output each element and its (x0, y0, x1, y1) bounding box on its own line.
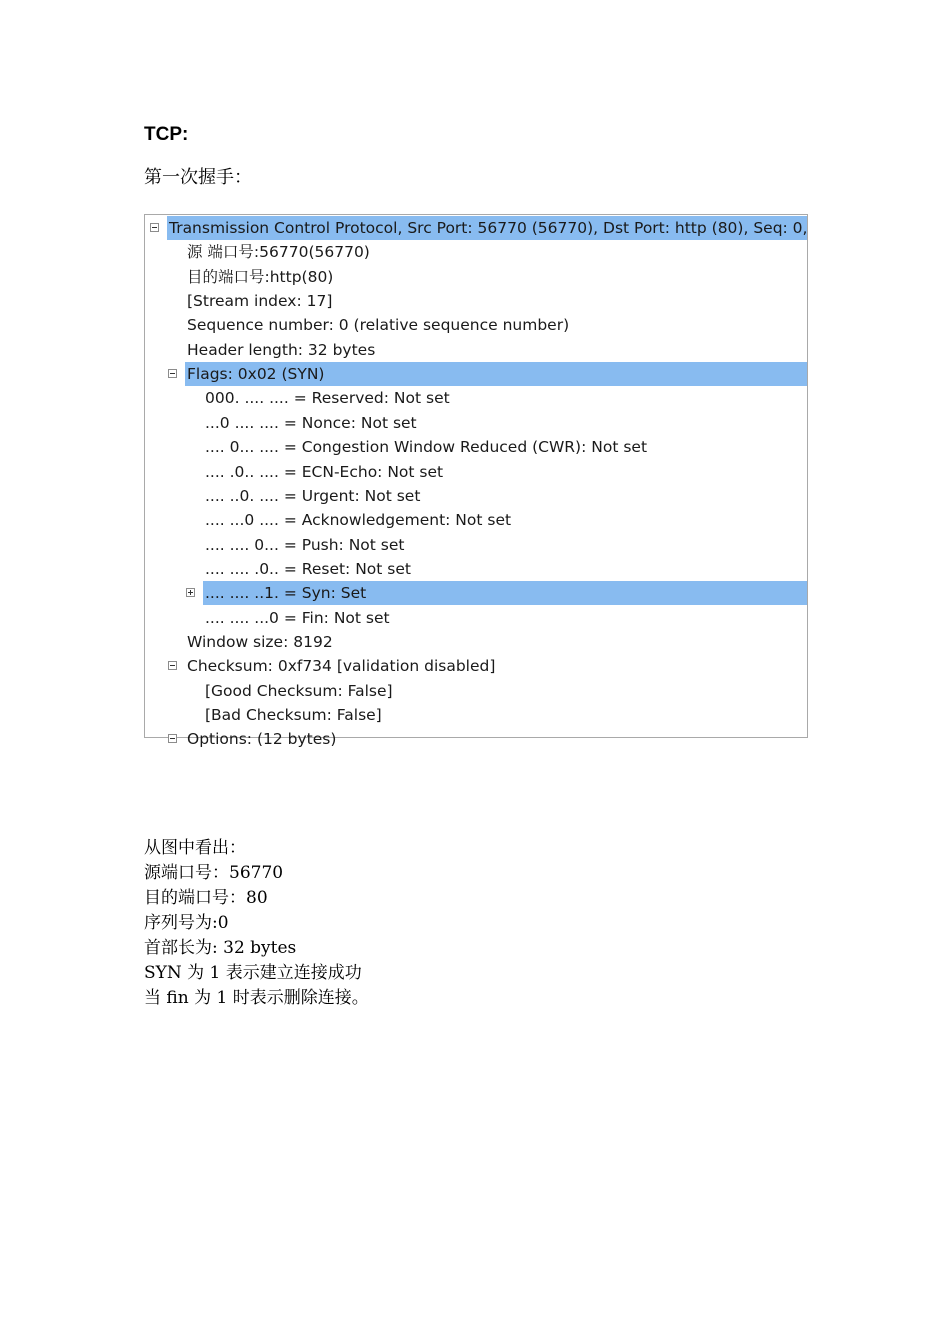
tree-row-label: Sequence number: 0 (relative sequence number) (187, 316, 570, 335)
tree-row[interactable] (145, 386, 807, 410)
collapse-icon[interactable] (150, 223, 159, 232)
tree-row[interactable] (145, 216, 807, 240)
tree-row[interactable] (145, 240, 807, 264)
packet-details-tree[interactable] (144, 214, 808, 749)
tree-row-label: Options: (12 bytes) (187, 730, 337, 749)
tree-row-label: Transmission Control Protocol, Src Port: 56770 (56770), Dst Port: http (80), Seq: 0, (167, 216, 807, 240)
tree-row[interactable] (145, 581, 807, 605)
summary-line: 从图中看出： (144, 838, 246, 858)
tree-row[interactable] (145, 289, 807, 313)
tree-row[interactable] (145, 460, 807, 484)
tree-row-label: .... .... 0... = Push: Not set (205, 535, 405, 554)
tree-row-label: .... 0... .... = Congestion Window Reduced (CWR): Not set (205, 438, 648, 457)
tree-row-label: .... .... ..1. = Syn: Set (203, 581, 807, 605)
doc-title: TCP: (144, 124, 189, 145)
tree-row[interactable] (145, 727, 807, 751)
expand-icon[interactable] (186, 588, 195, 597)
tree-row[interactable] (145, 557, 807, 581)
collapse-icon[interactable] (168, 734, 177, 743)
tree-row-label: .... .... ...0 = Fin: Not set (205, 608, 390, 627)
tree-row-label: ...0 .... .... = Nonce: Not set (205, 413, 417, 432)
tree-row-label: [Stream index: 17] (187, 292, 333, 311)
tree-row[interactable] (145, 533, 807, 557)
tree-row-label: [Good Checksum: False] (205, 681, 393, 700)
tree-row[interactable] (145, 265, 807, 289)
tree-row-label: 目的端口号:http(80) (187, 267, 334, 286)
tree-row[interactable] (145, 703, 807, 727)
summary-line: SYN 为 1 表示建立连接成功 (144, 963, 362, 983)
summary-line: 首部长为: 32 bytes (144, 938, 297, 958)
tree-row[interactable] (145, 679, 807, 703)
tree-row-label: [Bad Checksum: False] (205, 706, 382, 724)
tree-row[interactable] (145, 362, 807, 386)
tree-row-label: Checksum: 0xf734 [validation disabled] (187, 657, 496, 676)
tree-row[interactable] (145, 508, 807, 532)
summary-text (144, 836, 369, 1011)
tree-row-label: Window size: 8192 (187, 632, 333, 651)
tree-row[interactable] (145, 484, 807, 508)
tree-row-label: 000. .... .... = Reserved: Not set (205, 389, 450, 408)
tree-row[interactable] (145, 654, 807, 678)
tree-row-label: .... .... .0.. = Reset: Not set (205, 559, 411, 578)
summary-line: 源端口号：56770 (144, 863, 284, 883)
summary-line: 目的端口号：80 (144, 888, 268, 908)
collapse-icon[interactable] (168, 369, 177, 378)
tree-row-label: 源 端口号:56770(56770) (187, 243, 370, 262)
tree-row[interactable] (145, 435, 807, 459)
tree-row-label: .... ...0 .... = Acknowledgement: Not set (205, 511, 512, 530)
tree-row-label: .... ..0. .... = Urgent: Not set (205, 486, 421, 505)
doc-subtitle: 第一次握手： (144, 167, 252, 188)
tree-row[interactable] (145, 338, 807, 362)
collapse-icon[interactable] (168, 661, 177, 670)
summary-line: 序列号为:0 (144, 913, 229, 933)
tree-row[interactable] (145, 630, 807, 654)
tree-row-label: Flags: 0x02 (SYN) (185, 362, 807, 386)
tree-row[interactable] (145, 411, 807, 435)
tree-row[interactable] (145, 313, 807, 337)
tree-row[interactable] (145, 606, 807, 630)
tree-row-label: Header length: 32 bytes (187, 340, 376, 359)
summary-line: 当 fin 为 1 时表示删除连接。 (144, 988, 369, 1008)
tree-row-label: .... .0.. .... = ECN-Echo: Not set (205, 462, 444, 481)
